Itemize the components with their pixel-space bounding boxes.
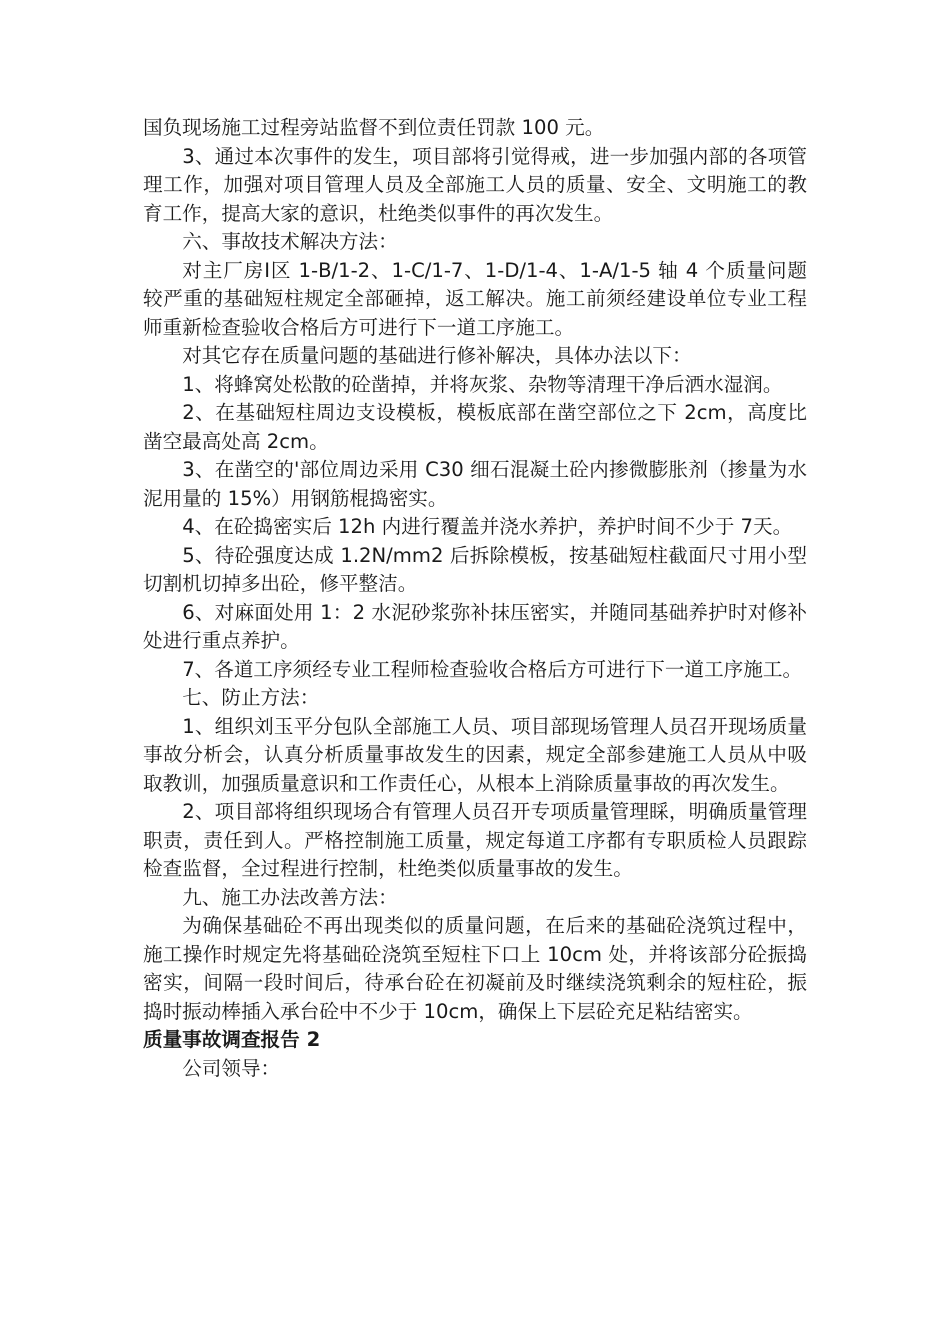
list-item-repair-6: 6、对麻面处用 1：2 水泥砂浆弥补抹压密实，并随同基础养护时对修补处进行重点养护。 bbox=[143, 600, 807, 652]
section-heading-technical-solution: 六、事故技术解决方法： bbox=[182, 230, 398, 253]
section-heading-improvement: 九、施工办法改善方法： bbox=[182, 885, 398, 909]
section-heading-prevention: 七、防止方法： bbox=[182, 686, 320, 709]
list-item-repair-2: 2、在基础短柱周边支设模板，模板底部在凿空部位之下 2cm，高度比凿空最高处高 2cm。 bbox=[143, 401, 807, 453]
paragraph-improvement-method: 为确保基础砼不再出现类似的质量问题，在后来的基础砼浇筑过程中，施工操作时规定先将基础砼浇筑至短柱下口上 10cm 处，并将该部分砼振捣密实，间隔一段时间后，待承台砼在初凝前及时继续浇筑剩余的短柱砼，振捣时振动棒插入承台砼中不少于 10cm，确保上下层砼充足粘结密实。 bbox=[143, 914, 807, 1023]
list-item-prevention-1: 1、组织刘玉平分包队全部施工人员、项目部现场管理人员召开现场质量事故分析会，认真分析质量事故发生的因素，规定全部参建施工人员从中吸取教训，加强质量意识和工作责任心，从根本上消除质量事故的再次发生。 bbox=[143, 714, 807, 795]
list-item-repair-4: 4、在砼捣密实后 12h 内进行覆盖并浇水养护，养护时间不少于 7天。 bbox=[182, 515, 793, 538]
list-item-repair-7: 7、各道工序须经专业工程师检查验收合格后方可进行下一道工序施工。 bbox=[182, 657, 803, 681]
document-body bbox=[143, 114, 807, 1083]
list-item-repair-5: 5、待砼强度达成 1.2N/mm2 后拆除模板，按基础短柱截面尺寸用小型切割机切掉多出砼，修平整洁。 bbox=[143, 543, 807, 595]
list-item-repair-3: 3、在凿空的'部位周边采用 C30 细石混凝土砼内掺微膨胀剂（掺量为水泥用量的 15%）用钢筋棍捣密实。 bbox=[143, 458, 807, 510]
report-title: 质量事故调查报告 2 bbox=[143, 1028, 321, 1051]
paragraph-penalty-continuation: 国负现场施工过程旁站监督不到位责任罚款 100 元。 bbox=[143, 116, 605, 139]
paragraph-rework-columns: 对主厂房Ⅰ区 1-B/1-2、1-C/1-7、1-D/1-4、1-A/1-5 轴 4 个质量问题较严重的基础短柱规定全部砸掉，返工解决。施工前须经建设单位专业工程师重新检查验收合格后方可进行下一道工序施工。 bbox=[143, 258, 807, 339]
paragraph-lesson-learned: 3、通过本次事件的发生，项目部将引觉得戒，进一步加强内部的各项管理工作，加强对项目管理人员及全部施工人员的质量、安全、文明施工的教育工作，提高大家的意识，杜绝类似事件的再次发生。 bbox=[143, 144, 807, 225]
list-item-prevention-2: 2、项目部将组织现场合有管理人员召开专项质量管理睬，明确质量管理职责，责任到人。严格控制施工质量，规定每道工序都有专职质检人员跟踪检查监督，全过程进行控制，杜绝类似质量事故的发生。 bbox=[143, 800, 807, 880]
paragraph-repair-intro: 对其它存在质量问题的基础进行修补解决，具体办法以下： bbox=[182, 344, 692, 367]
salutation: 公司领导： bbox=[182, 1056, 281, 1080]
list-item-repair-1: 1、将蜂窝处松散的砼凿掉，并将灰浆、杂物等清理干净后洒水湿润。 bbox=[182, 372, 783, 396]
